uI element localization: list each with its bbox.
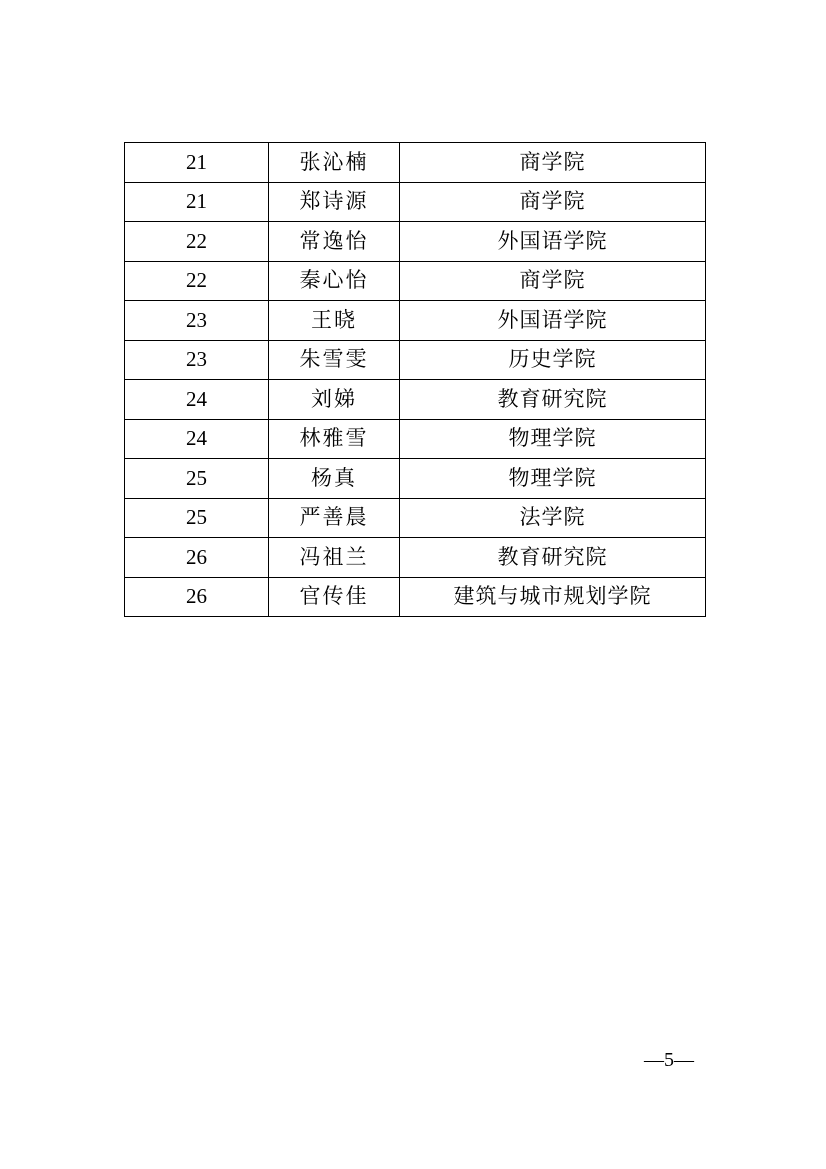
- rank-cell: 23: [125, 301, 269, 341]
- name-cell: 朱雪雯: [269, 340, 400, 380]
- table-row: [125, 538, 706, 578]
- college-cell: 外国语学院: [400, 301, 706, 341]
- rank-cell: 25: [125, 459, 269, 499]
- college-cell: 商学院: [400, 143, 706, 183]
- page-number: —5—: [644, 1049, 694, 1071]
- name-cell: 张沁楠: [269, 143, 400, 183]
- college-cell: 物理学院: [400, 419, 706, 459]
- rank-cell: 21: [125, 182, 269, 222]
- table-row: [125, 222, 706, 262]
- table-row: [125, 577, 706, 617]
- table-row: [125, 498, 706, 538]
- name-cell: 常逸怡: [269, 222, 400, 262]
- table-row: [125, 340, 706, 380]
- name-cell: 冯祖兰: [269, 538, 400, 578]
- table-row: [125, 419, 706, 459]
- college-cell: 教育研究院: [400, 538, 706, 578]
- roster-table-body: [125, 143, 706, 617]
- rank-cell: 26: [125, 577, 269, 617]
- table-row: [125, 301, 706, 341]
- college-cell: 法学院: [400, 498, 706, 538]
- name-cell: 王晓: [269, 301, 400, 341]
- table-row: [125, 182, 706, 222]
- rank-cell: 21: [125, 143, 269, 183]
- college-cell: 商学院: [400, 182, 706, 222]
- college-cell: 教育研究院: [400, 380, 706, 420]
- table-row: [125, 261, 706, 301]
- name-cell: 杨真: [269, 459, 400, 499]
- name-cell: 秦心怡: [269, 261, 400, 301]
- name-cell: 林雅雪: [269, 419, 400, 459]
- rank-cell: 25: [125, 498, 269, 538]
- rank-cell: 22: [125, 261, 269, 301]
- college-cell: 历史学院: [400, 340, 706, 380]
- table-row: [125, 143, 706, 183]
- name-cell: 刘娣: [269, 380, 400, 420]
- award-roster-table: [124, 142, 706, 617]
- college-cell: 建筑与城市规划学院: [400, 577, 706, 617]
- rank-cell: 24: [125, 419, 269, 459]
- table-row: [125, 459, 706, 499]
- name-cell: 严善晨: [269, 498, 400, 538]
- rank-cell: 22: [125, 222, 269, 262]
- name-cell: 官传佳: [269, 577, 400, 617]
- college-cell: 外国语学院: [400, 222, 706, 262]
- name-cell: 郑诗源: [269, 182, 400, 222]
- rank-cell: 26: [125, 538, 269, 578]
- college-cell: 物理学院: [400, 459, 706, 499]
- college-cell: 商学院: [400, 261, 706, 301]
- rank-cell: 24: [125, 380, 269, 420]
- rank-cell: 23: [125, 340, 269, 380]
- table-row: [125, 380, 706, 420]
